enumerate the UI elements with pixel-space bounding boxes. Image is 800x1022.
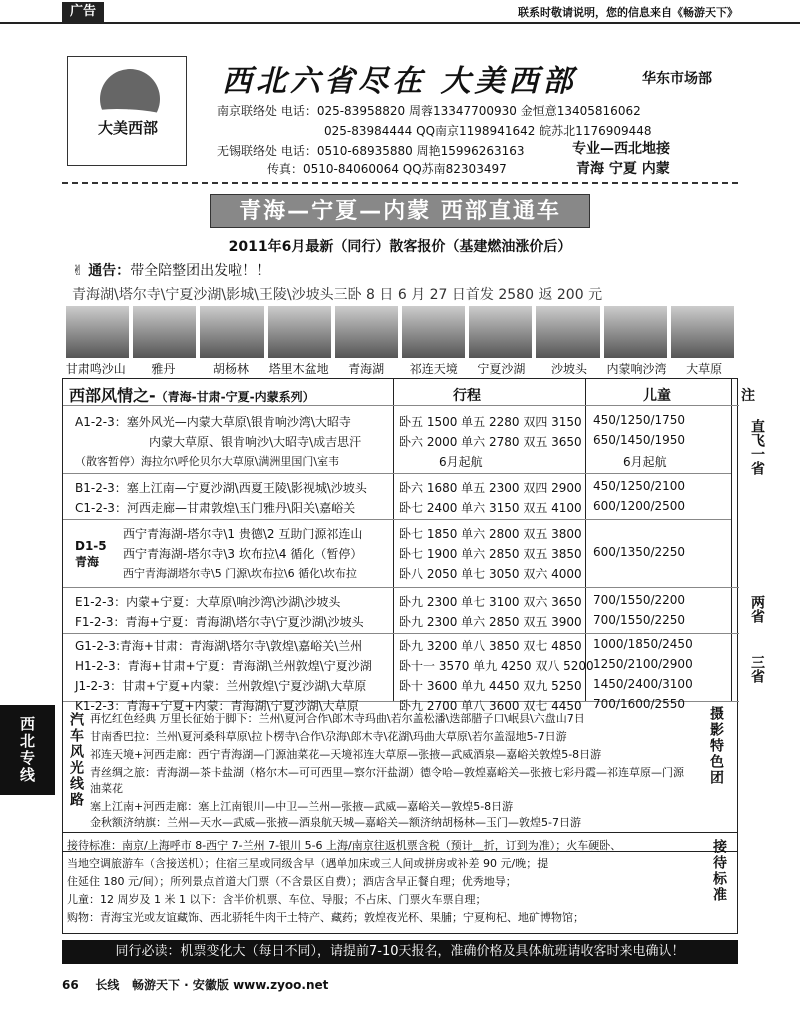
table-row: A1-2-3：塞外风光—内蒙大草原\银肯响沙湾\大昭寺 bbox=[75, 415, 351, 429]
child-price: 650/1450/1950 bbox=[593, 433, 686, 447]
travel-line: 甘南香巴拉：兰州\夏河桑科草原\拉卜楞寺\合作\尕海\郎木寺\花湖\玛曲大草原\若尔盖湿地5-7日游 bbox=[90, 730, 567, 743]
trip-price: 卧九 3200 单八 3850 双七 4850 bbox=[399, 639, 582, 653]
ad-tag: 广告 bbox=[62, 2, 104, 22]
contact-line: 南京联络处 电话：025-83958820 周蓉13347700930 金恒意13405816062 bbox=[217, 104, 641, 118]
photo bbox=[200, 306, 263, 358]
table-row: H1-2-3：青海+甘肃+宁夏：青海湖\兰州敦煌\宁夏沙湖 bbox=[75, 659, 372, 673]
reception-line: 儿童：12 周岁及 1 米 1 以下：含半价机票、车位、导服；不占床、门票火车票自理； bbox=[67, 893, 487, 906]
caption: 沙坡头 bbox=[550, 362, 587, 376]
child-price: 450/1250/2100 bbox=[593, 479, 686, 493]
table-row: F1-2-3：青海+宁夏：青海湖\塔尔寺\宁夏沙湖\沙坡头 bbox=[75, 615, 364, 629]
logo bbox=[67, 56, 187, 166]
top-note: 联系时敬请说明，您的信息来自《畅游天下》 bbox=[518, 6, 738, 19]
d-label: D1-5 青海 bbox=[75, 539, 107, 569]
travel-lines bbox=[62, 706, 738, 832]
col-trip: 行程 bbox=[453, 388, 481, 404]
page-number: 66 bbox=[62, 978, 79, 992]
photo bbox=[268, 306, 331, 358]
table-title: 西部风情之-（青海-甘肃-宁夏-内蒙系列） bbox=[69, 386, 315, 405]
travel-side-label: 汽车风光线路 bbox=[68, 712, 84, 808]
child-price: 700/1600/2550 bbox=[593, 697, 686, 711]
photo bbox=[66, 306, 129, 358]
caption: 雅丹 bbox=[151, 362, 176, 376]
slogan: 青海 宁夏 内蒙 bbox=[576, 161, 670, 177]
caption: 大草原 bbox=[686, 362, 723, 376]
trip-price: 6月起航 bbox=[439, 455, 483, 469]
table-row: 内蒙大草原、银肯响沙\大昭寺\成吉思汗 bbox=[149, 435, 362, 449]
slogan: 专业—西北地接 bbox=[572, 141, 670, 157]
trip-price: 卧七 1900 单六 2850 双五 3850 bbox=[399, 547, 582, 561]
caption: 塔里木盆地 bbox=[268, 362, 329, 376]
child-price: 600/1200/2500 bbox=[593, 499, 686, 513]
notice-text: 带全陪整团出发啦！！ bbox=[130, 263, 271, 279]
dept-label: 华东市场部 bbox=[642, 71, 712, 87]
trip-price: 卧九 2300 单七 3100 双六 3650 bbox=[399, 595, 582, 609]
trip-price: 卧十一 3570 单九 4250 双八 5200 bbox=[399, 659, 594, 673]
sidebar-label: 西北专线 bbox=[0, 705, 55, 795]
caption: 祁连天境 bbox=[409, 362, 458, 376]
trip-price: 卧九 2700 单八 3600 双七 4450 bbox=[399, 699, 582, 713]
header bbox=[62, 46, 738, 178]
photo bbox=[671, 306, 734, 358]
trip-price: 卧十 3600 单九 4450 双九 5250 bbox=[399, 679, 582, 693]
side-label: 三省 bbox=[749, 655, 765, 683]
caption: 青海湖 bbox=[348, 362, 385, 376]
notice-label: 通告： bbox=[88, 263, 131, 279]
side-label: 两省 bbox=[749, 595, 765, 623]
child-price: 1000/1850/2450 bbox=[593, 637, 693, 651]
photo-strip bbox=[62, 306, 738, 358]
caption: 内蒙响沙湾 bbox=[606, 362, 667, 376]
caption: 胡杨林 bbox=[212, 362, 249, 376]
bottom-notice: 同行必读：机票变化大（每日不同），请提前7-10天报名，准确价格及具体航班请收客时来电确认！ bbox=[62, 940, 738, 964]
contact-line: 无锡联络处 电话：0510-68935880 周艳15996263163 bbox=[217, 144, 525, 158]
travel-line: 祁连天境+河西走廊：西宁青海湖—门源油菜花—天境祁连大草原—张掖—武威酒泉—嘉峪关敦煌5-8日游 bbox=[90, 748, 602, 761]
divider bbox=[62, 182, 738, 184]
child-price: 1250/2100/2900 bbox=[593, 657, 693, 671]
table-row: 西宁青海湖-塔尔寺\1 贵德\2 互助门源祁连山 bbox=[123, 527, 363, 541]
photo bbox=[469, 306, 532, 358]
trip-price: 卧五 1500 单五 2280 双四 3150 bbox=[399, 415, 582, 429]
col-note: 注 bbox=[741, 388, 755, 404]
child-price: 1450/2400/3100 bbox=[593, 677, 693, 691]
child-price: 600/1350/2250 bbox=[593, 545, 686, 559]
caption: 宁夏沙湖 bbox=[477, 362, 526, 376]
reception-line: 购物：青海宝光或友谊藏饰、西北骄牦牛肉干土特产、藏药；敦煌夜光杯、果脯；宁夏枸杞、地矿博物馆； bbox=[67, 911, 584, 924]
banner: 青海—宁夏—内蒙 西部直通车 bbox=[210, 194, 590, 228]
footer bbox=[62, 976, 328, 993]
table-row: 西宁青海湖-塔尔寺\3 坎布拉\4 循化（暂停） bbox=[123, 547, 363, 561]
reception-label: 接待标准 bbox=[711, 839, 727, 903]
child-price: 450/1250/1750 bbox=[593, 413, 686, 427]
travel-line: 青丝绸之旅：青海湖—茶卡盐湖（格尔木—可可西里—察尔汗盐湖）德令哈—敦煌嘉峪关—张掖七彩丹霞—祁连草原—门源油菜花 bbox=[90, 766, 684, 795]
photo bbox=[402, 306, 465, 358]
table-row: J1-2-3：甘肃+宁夏+内蒙：兰州敦煌\宁夏沙湖\大草原 bbox=[75, 679, 367, 693]
travel-line: 再忆红色经典 万里长征始于脚下：兰州\夏河合作\郎木寺玛曲\若尔盖松潘\迭部腊子口\岷县\六盘山7日 bbox=[90, 712, 585, 725]
contact-line: 传真：0510-84060064 QQ苏南82303497 bbox=[267, 162, 507, 176]
trip-price: 卧七 1850 单六 2800 双五 3800 bbox=[399, 527, 582, 541]
child-price: 6月起航 bbox=[623, 455, 667, 469]
child-price: 700/1550/2250 bbox=[593, 613, 686, 627]
route-line: 青海湖\塔尔寺\宁夏沙湖\影城\王陵\沙坡头三卧 8 日 6 月 27 日首发 2580 返 200 元 bbox=[72, 287, 603, 303]
contact-line: 025-83984444 QQ南京1198941642 皖苏北1176909448 bbox=[324, 124, 652, 138]
table-row: E1-2-3：内蒙+宁夏：大草原\响沙湾\沙湖\沙坡头 bbox=[75, 595, 341, 609]
travel-line: 塞上江南+河西走廊：塞上江南银川—中卫—兰州—张掖—武威—嘉峪关—敦煌5-8日游 bbox=[90, 800, 514, 813]
trip-price: 卧八 2050 单七 3050 双六 4000 bbox=[399, 567, 582, 581]
table-row: G1-2-3:青海+甘肃：青海湖\塔尔寺\敦煌\嘉峪关\兰州 bbox=[75, 639, 363, 653]
table-row: （散客暂停）海拉尔\呼伦贝尔大草原\满洲里国门\室韦 bbox=[75, 455, 340, 468]
notice bbox=[72, 260, 270, 280]
table-row: K1-2-3：青海+宁夏+内蒙：青海湖\宁夏沙湖\大草原 bbox=[75, 699, 359, 713]
trip-price: 卧九 2300 单六 2850 双五 3900 bbox=[399, 615, 582, 629]
child-price: 700/1550/2200 bbox=[593, 593, 686, 607]
photo bbox=[604, 306, 667, 358]
brand-title: 西北六省尽在 大美西部 bbox=[222, 64, 577, 99]
peace-icon: ✌ bbox=[72, 263, 84, 279]
trip-price: 卧七 2400 单六 3150 双五 4100 bbox=[399, 501, 582, 515]
table-row: 西宁青海湖塔尔寺\5 门源\坎布拉\6 循化\坎布拉 bbox=[123, 567, 357, 580]
table-row: C1-2-3：河西走廊—甘肃敦煌\玉门雅丹\阳关\嘉峪关 bbox=[75, 501, 356, 515]
table-row: B1-2-3：塞上江南—宁夏沙湖\西夏王陵\影视城\沙坡头 bbox=[75, 481, 367, 495]
reception-line: 当地空调旅游车（含接送机）；住宿三星或同级含早（遇单加床或三人间或拼房或补差 90 元/晚；提 bbox=[67, 857, 549, 870]
reception-line: 接待标准：南京/上海呼市 8-西宁 7-兰州 7-银川 5-6 上海/南京往返机票含税（预计＿折，订到为准）；火车硬卧、 bbox=[67, 839, 622, 852]
trip-price: 卧六 1680 单五 2300 双四 2900 bbox=[399, 481, 582, 495]
subtitle: 2011年6月最新（同行）散客报价（基建燃油涨价后） bbox=[228, 239, 572, 255]
travel-line: 金秋额济纳旗：兰州—天水—武威—张掖—酒泉航天城—嘉峪关—额济纳胡杨林—玉门—敦煌5-7日游 bbox=[90, 816, 581, 829]
reception-line: 住延住 180 元/间）；所列景点首道大门票（不含景区自费）；酒店含早正餐自理；优秀地导； bbox=[67, 875, 517, 888]
side-label: 直飞一省 bbox=[749, 419, 765, 475]
reception-box bbox=[62, 832, 738, 934]
photo-captions bbox=[62, 360, 738, 377]
col-child: 儿童 bbox=[643, 388, 671, 404]
publication: 畅游天下 · 安徽版 www.zyoo.net bbox=[131, 978, 329, 992]
photo bbox=[536, 306, 599, 358]
section-name: 长线 bbox=[95, 978, 120, 992]
caption: 甘肃鸣沙山 bbox=[65, 362, 126, 376]
photo bbox=[335, 306, 398, 358]
trip-price: 卧六 2000 单六 2780 双五 3650 bbox=[399, 435, 582, 449]
photo bbox=[133, 306, 196, 358]
travel-right-label: 摄影特色团 bbox=[708, 706, 724, 786]
logo-text: 大美西部 bbox=[98, 119, 159, 137]
